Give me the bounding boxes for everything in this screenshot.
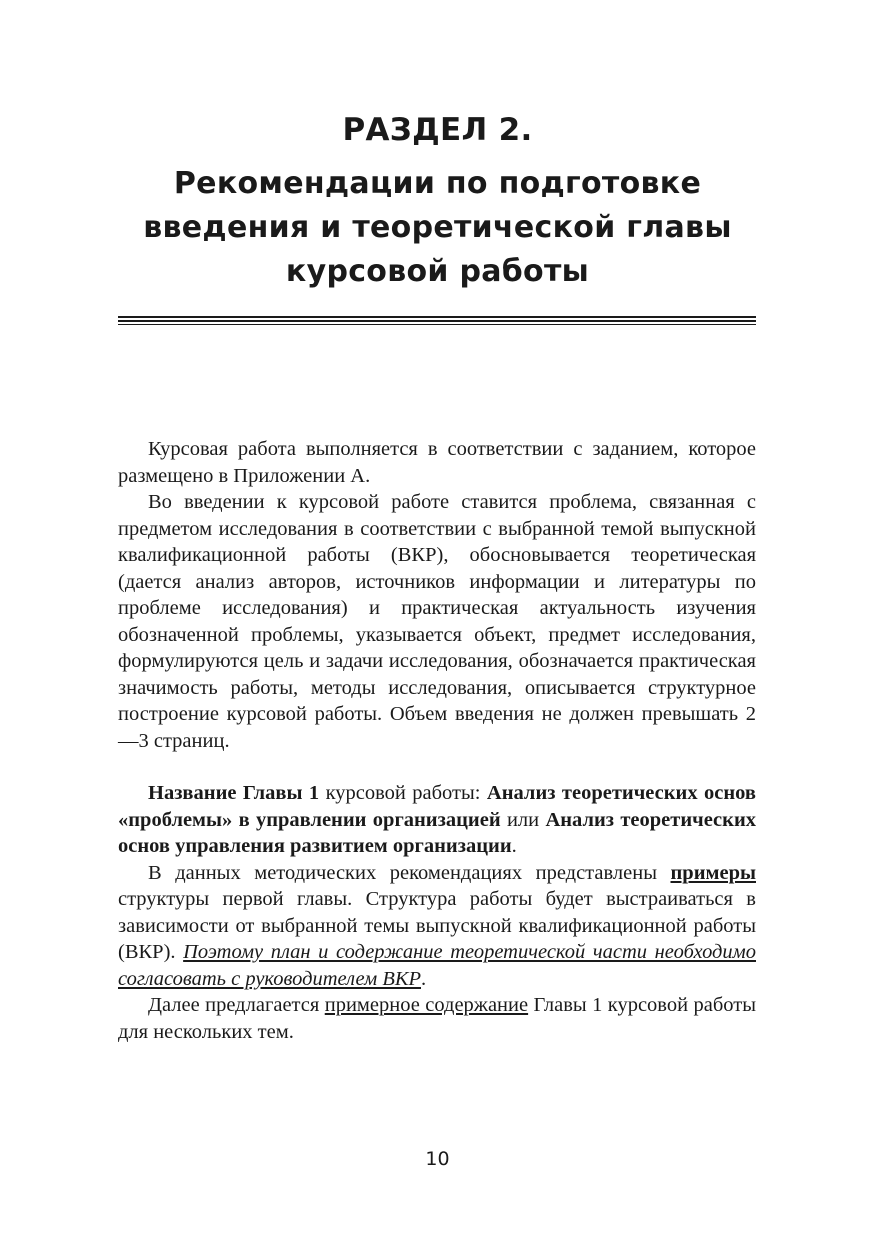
page-number: 10 (425, 1148, 450, 1170)
paragraph-text: Главы 1 курсовой работы для нескольких тем. (118, 994, 756, 1043)
paragraph-introduction (118, 489, 756, 754)
paragraph-examples (118, 860, 756, 993)
section-title-line-3: курсовой работы (285, 254, 590, 289)
section-heading (0, 108, 875, 294)
divider-line (118, 316, 756, 318)
paragraph-text: Во введении к курсовой работе ставится проблема, связанная с предметом исследования в соответствии с выбранной темой выпускной квалификационной работы (ВКР), обосновывается теоретическая (дается анализ авторов, источников информации и литературы по проблеме исследования) и практическая актуальность изучения обозначенной проблемы, указывается объект, предмет исследования, формулируются цель и задачи исследования, обозначается практическая значимость работы, методы исследования, описывается структурное построение курсовой работы. Объем введения не должен превышать 2—3 страниц. (118, 491, 756, 752)
paragraph-assignment (118, 436, 756, 489)
paragraph-text: или (500, 808, 546, 831)
body-text (118, 436, 756, 1045)
chapter-title-option-2: Анализ теоретических основ управления развитием организации (118, 808, 757, 857)
divider-line (118, 320, 756, 322)
paragraph-chapter-title (118, 780, 756, 860)
heading-divider (118, 316, 756, 327)
chapter-title-option-1: Анализ теоретических основ «проблемы» в управлении организацией (118, 782, 756, 831)
emphasis-contents: примерное содержание (324, 994, 529, 1016)
emphasis-note: Поэтому план и содержание теоретической части необходимо согласовать с руководителем ВКР (118, 941, 756, 990)
paragraph-text: . (511, 835, 517, 857)
emphasis-examples: примеры (670, 861, 756, 884)
section-title-line-1: Рекомендации по подготовке (173, 166, 702, 201)
paragraph-contents (118, 992, 756, 1045)
section-number: РАЗДЕЛ 2. (342, 112, 533, 148)
paragraph-text: Курсовая работа выполняется в соответствии с заданием, которое размещено в Приложении А. (118, 438, 756, 487)
divider-line (118, 324, 756, 326)
paragraph-text: курсовой работы: (319, 782, 487, 804)
section-title-line-2: введения и теоретической главы (143, 210, 732, 245)
paragraph-text: В данных методических рекомендациях представлены (148, 861, 671, 884)
paragraph-text: Далее предлагается (148, 994, 325, 1016)
paragraph-text: структуры первой главы. Структура работы будет выстраиваться в зависимости от выбранной темы выпускной квалификационной работы (ВКР). (118, 888, 756, 963)
chapter-label: Название Главы 1 (148, 782, 320, 804)
paragraph-text: . (421, 967, 427, 990)
